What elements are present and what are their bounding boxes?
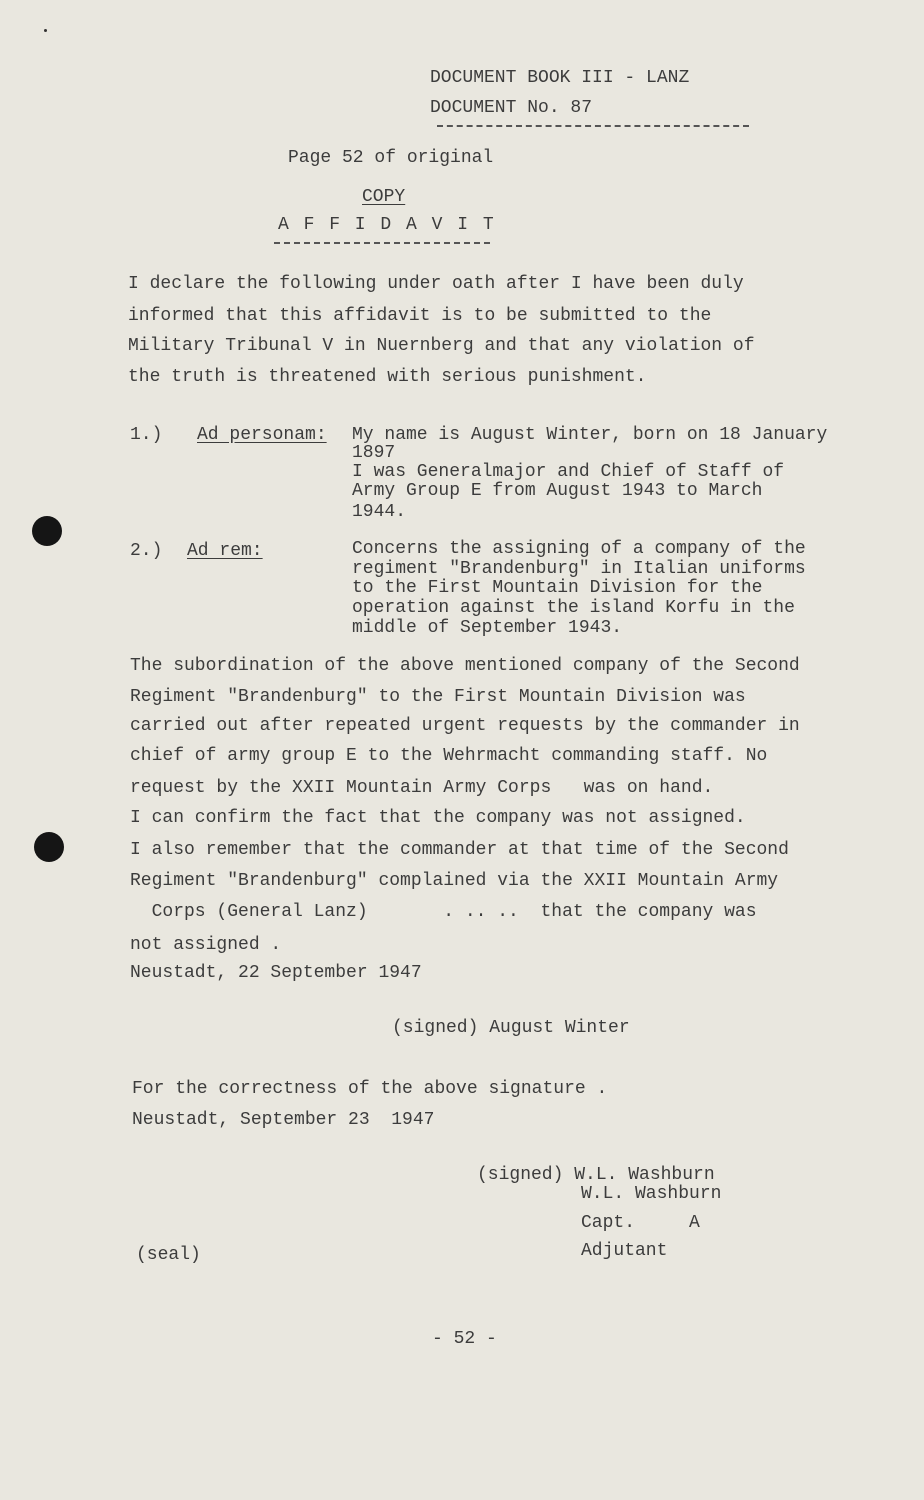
item-line: operation against the island Korfu in the [352,598,795,618]
intro-line: informed that this affidavit is to be submitted to the [128,306,712,326]
body-line: Corps (General Lanz) . .. .. that the company was [130,902,757,922]
signer-role: Adjutant [581,1241,668,1261]
item-line: I was Generalmajor and Chief of Staff of [352,462,785,482]
body-line: chief of army group E to the Wehrmacht commanding staff. No [130,746,768,766]
signature-winter: (signed) August Winter [392,1018,630,1038]
body-line: The subordination of the above mentioned company of the Second [130,656,800,676]
certification-date: Neustadt, September 23 1947 [132,1110,435,1130]
item-label: Ad personam: [197,425,327,445]
signature-washburn: (signed) W.L. Washburn [477,1165,715,1185]
item-line: Concerns the assigning of a company of the [352,539,806,559]
intro-line: I declare the following under oath after I have been duly [128,274,744,294]
body-line: Regiment "Brandenburg" complained via the XXII Mountain Army [130,871,779,891]
signer-name: W.L. Washburn [581,1184,722,1204]
intro-line: Military Tribunal V in Nuernberg and that any violation of [128,336,755,356]
title-rule [274,242,490,244]
signer-rank: Capt. A [581,1213,700,1233]
item-line: regiment "Brandenburg" in Italian uniforms [352,559,806,579]
document-number: DOCUMENT No. 87 [430,98,593,118]
page-number: - 52 - [432,1329,497,1349]
body-line: not assigned . [130,935,282,955]
page-reference: Page 52 of original [288,148,494,168]
punch-hole-bottom [34,832,64,862]
punch-hole-top [32,516,62,546]
item-label: Ad rem: [187,541,263,561]
body-line: I can confirm the fact that the company was not assigned. [130,808,746,828]
item-line: middle of September 1943. [352,618,623,638]
document-book-heading: DOCUMENT BOOK III - LANZ [430,68,690,88]
body-line: I also remember that the commander at that time of the Second [130,840,789,860]
item-line: 1897 [352,443,396,463]
item-line: 1944. [352,502,407,522]
body-line: carried out after repeated urgent requests by the commander in [130,716,800,736]
body-line: Regiment "Brandenburg" to the First Mountain Division was [130,687,746,707]
item-line: My name is August Winter, born on 18 January [352,425,828,445]
body-line: request by the XXII Mountain Army Corps was on hand. [130,778,714,798]
item-line: Army Group E from August 1943 to March [352,481,763,501]
header-rule [437,125,749,127]
body-line: Neustadt, 22 September 1947 [130,963,422,983]
copy-label: COPY [362,187,406,207]
affidavit-title: A F F I D A V I T [278,215,496,235]
item-number: 2.) [130,541,163,561]
certification-line: For the correctness of the above signature . [132,1079,608,1099]
intro-line: the truth is threatened with serious punishment. [128,367,647,387]
seal-label: (seal) [136,1245,201,1265]
item-number: 1.) [130,425,163,445]
item-line: to the First Mountain Division for the [352,578,763,598]
paper-speck [44,29,47,32]
